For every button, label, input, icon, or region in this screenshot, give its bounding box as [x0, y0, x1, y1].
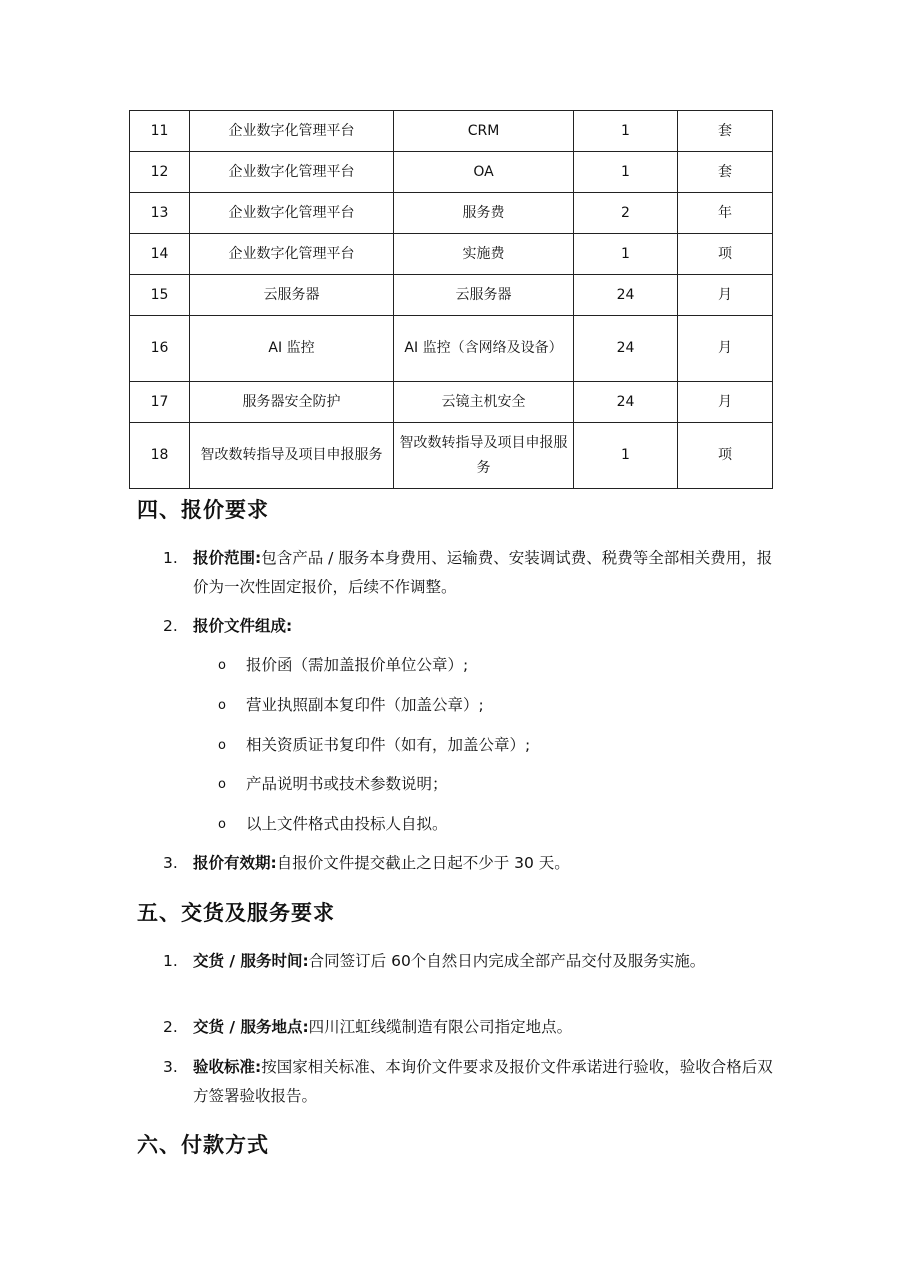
- section-title-delivery-requirements: 五、交货及服务要求: [137, 901, 335, 925]
- cell-no: 13: [130, 193, 190, 234]
- list-number: 1.: [163, 549, 178, 567]
- list-item: [218, 731, 778, 760]
- cell-unit: 月: [678, 275, 773, 316]
- item-label: 报价文件组成:: [193, 617, 293, 635]
- item-text: 包含产品 / 服务本身费用、运输费、安装调试费、税费等全部相关费用，报价为一次性固定报价，后续不作调整。: [193, 549, 773, 596]
- list-number: 3.: [163, 1058, 178, 1076]
- cell-unit: 套: [678, 152, 773, 193]
- list-number: 2.: [163, 617, 178, 635]
- item-label: 交货 / 服务时间:: [193, 952, 309, 970]
- list-item-quote-documents: [163, 612, 773, 641]
- cell-qty: 2: [574, 193, 678, 234]
- table-row: [130, 275, 773, 316]
- cell-no: 18: [130, 423, 190, 489]
- bullet-text: 报价函（需加盖报价单位公章）;: [246, 656, 469, 674]
- bullet-icon: o: [218, 738, 226, 753]
- cell-desc: 实施费: [394, 234, 574, 275]
- cell-no: 14: [130, 234, 190, 275]
- cell-desc: 服务费: [394, 193, 574, 234]
- list-number: 1.: [163, 952, 178, 970]
- section-title-quote-requirements: 四、报价要求: [137, 498, 269, 522]
- cell-qty: 24: [574, 275, 678, 316]
- item-text: 按国家相关标准、本询价文件要求及报价文件承诺进行验收，验收合格后双方签署验收报告。: [193, 1058, 773, 1105]
- cell-unit: 项: [678, 234, 773, 275]
- table-row: [130, 234, 773, 275]
- list-item: [218, 651, 778, 680]
- cell-unit: 月: [678, 382, 773, 423]
- list-item: [218, 810, 778, 839]
- cell-qty: 24: [574, 316, 678, 382]
- cell-qty: 1: [574, 423, 678, 489]
- table-row: [130, 316, 773, 382]
- table-row: [130, 111, 773, 152]
- bullet-text: 产品说明书或技术参数说明；: [246, 775, 448, 793]
- cell-desc: 云镜主机安全: [394, 382, 574, 423]
- cell-desc: 智改数转指导及项目申报服务: [394, 423, 574, 489]
- item-text: 四川江虹线缆制造有限公司指定地点。: [308, 1018, 573, 1036]
- cell-unit: 项: [678, 423, 773, 489]
- list-item-quote-validity: [163, 849, 773, 878]
- table-row: [130, 382, 773, 423]
- cell-desc: OA: [394, 152, 574, 193]
- bullet-icon: o: [218, 698, 226, 713]
- cell-no: 16: [130, 316, 190, 382]
- list-number: 2.: [163, 1018, 178, 1036]
- cell-name: 企业数字化管理平台: [190, 193, 394, 234]
- table-row: [130, 152, 773, 193]
- cell-unit: 月: [678, 316, 773, 382]
- list-item: [218, 770, 778, 799]
- bullet-icon: o: [218, 658, 226, 673]
- item-label: 交货 / 服务地点:: [193, 1018, 309, 1036]
- cell-unit: 年: [678, 193, 773, 234]
- item-text: 合同签订后 60个自然日内完成全部产品交付及服务实施。: [308, 952, 706, 970]
- cell-qty: 1: [574, 111, 678, 152]
- cell-desc: CRM: [394, 111, 574, 152]
- list-item: [218, 691, 778, 720]
- table-row: [130, 423, 773, 489]
- section-title-payment-method: 六、付款方式: [137, 1133, 269, 1157]
- bullet-icon: o: [218, 817, 226, 832]
- cell-name: 企业数字化管理平台: [190, 111, 394, 152]
- cell-desc: AI 监控（含网络及设备）: [394, 316, 574, 382]
- cell-desc: 云服务器: [394, 275, 574, 316]
- cell-name: 服务器安全防护: [190, 382, 394, 423]
- product-table: [129, 110, 773, 489]
- cell-qty: 24: [574, 382, 678, 423]
- list-number: 3.: [163, 854, 178, 872]
- cell-name: 企业数字化管理平台: [190, 234, 394, 275]
- bullet-text: 相关资质证书复印件（如有，加盖公章）;: [246, 736, 531, 754]
- cell-no: 11: [130, 111, 190, 152]
- cell-no: 17: [130, 382, 190, 423]
- cell-qty: 1: [574, 152, 678, 193]
- item-label: 验收标准:: [193, 1058, 262, 1076]
- cell-no: 12: [130, 152, 190, 193]
- list-item-delivery-location: [163, 1013, 773, 1042]
- item-label: 报价范围:: [193, 549, 262, 567]
- bullet-icon: o: [218, 777, 226, 792]
- bullet-text: 以上文件格式由投标人自拟。: [246, 815, 448, 833]
- list-item-acceptance-criteria: [163, 1053, 773, 1111]
- cell-name: 智改数转指导及项目申报服务: [190, 423, 394, 489]
- item-text: 自报价文件提交截止之日起不少于 30 天。: [276, 854, 570, 872]
- item-label: 报价有效期:: [193, 854, 277, 872]
- cell-unit: 套: [678, 111, 773, 152]
- list-item-delivery-time: [163, 947, 773, 976]
- cell-qty: 1: [574, 234, 678, 275]
- table-row: [130, 193, 773, 234]
- cell-name: AI 监控: [190, 316, 394, 382]
- list-item-quote-scope: [163, 544, 773, 602]
- bullet-text: 营业执照副本复印件（加盖公章）;: [246, 696, 484, 714]
- cell-no: 15: [130, 275, 190, 316]
- cell-name: 企业数字化管理平台: [190, 152, 394, 193]
- cell-name: 云服务器: [190, 275, 394, 316]
